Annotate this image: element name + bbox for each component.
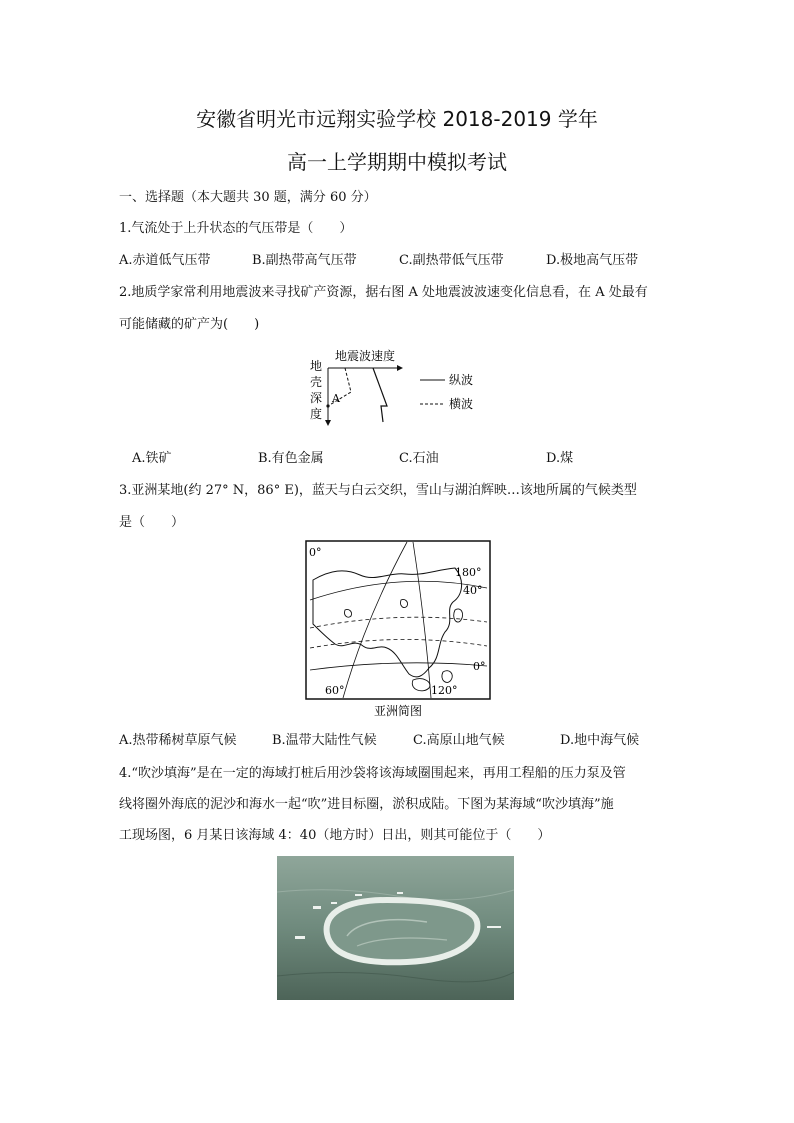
seismic-axis-char-3: 深 (310, 391, 323, 405)
point-a-label: A (332, 392, 340, 405)
p-wave-curve (373, 368, 387, 422)
map-frame (306, 541, 490, 699)
question-3-stem-line-2: 是（ ） (119, 515, 185, 530)
point-a-marker (326, 404, 329, 407)
seismic-axis-char-1: 地 (310, 359, 323, 373)
question-2-option-a: A.铁矿 (132, 451, 172, 466)
question-4-stem-line-2: 线将圈外海底的泥沙和海水一起“吹”进目标圈，淤积成陆。下图为某海域“吹沙填海”施 (119, 797, 614, 812)
page-subtitle: 高一上学期期中模拟考试 (287, 150, 507, 174)
map-label-0-right: 0° (473, 660, 486, 673)
x-axis-arrow (397, 365, 403, 371)
seismic-axis-char-2: 壳 (310, 375, 323, 389)
question-1-option-d: D.极地高气压带 (546, 253, 639, 268)
question-2-stem-line-1: 2.地质学家常利用地震波来寻找矿产资源，据右图 A 处地震波波速变化信息看，在 A 处最有 (119, 285, 648, 300)
question-1-option-c: C.副热带低气压带 (399, 253, 504, 268)
question-4-stem-line-1: 4.“吹沙填海”是在一定的海域打桩后用沙袋将该海域圈围起来，再用工程船的压力泵及管 (119, 766, 626, 781)
map-label-40: 40° (463, 584, 483, 597)
question-4-stem-line-3: 工现场图，6 月某日该海域 4：40（地方时）日出，则其可能位于（ ） (119, 828, 551, 843)
question-3-stem-line-1: 3.亚洲某地(约 27° N，86° E)，蓝天与白云交织，雪山与湖泊辉映…该地所属的气候类型 (119, 483, 637, 498)
question-3-option-c: C.高原山地气候 (413, 733, 505, 748)
seismic-axis-char-4: 度 (310, 407, 323, 421)
legend-s-wave-label: 横波 (449, 397, 474, 411)
legend-p-wave-label: 纵波 (449, 373, 474, 387)
question-2-option-d: D.煤 (546, 451, 574, 466)
y-axis-arrow (325, 420, 331, 426)
seismic-figure-title: 地震波速度 (335, 349, 396, 363)
boat-5 (295, 936, 305, 939)
page-title: 安徽省明光市远翔实验学校 2018-2019 学年 (196, 107, 598, 131)
question-1-option-b: B.副热带高气压带 (252, 253, 357, 268)
boat-1 (313, 906, 321, 909)
question-3-option-d: D.地中海气候 (560, 733, 640, 748)
reclamation-enclosure (327, 900, 478, 962)
question-2-option-b: B.有色金属 (258, 451, 324, 466)
reclamation-photo (277, 856, 514, 1000)
question-3-option-a: A.热带稀树草原气候 (119, 733, 237, 748)
map-label-0-top: 0° (309, 546, 322, 559)
section-heading: 一、选择题（本大题共 30 题，满分 60 分） (119, 190, 377, 205)
asia-map-figure (305, 540, 491, 720)
map-label-120: 120° (431, 684, 458, 697)
seismic-wave-figure (305, 342, 495, 432)
boat-2 (331, 902, 337, 904)
boat-4 (397, 892, 403, 894)
map-label-180: 180° (455, 566, 482, 579)
question-3-option-b: B.温带大陆性气候 (272, 733, 377, 748)
map-label-60: 60° (325, 684, 345, 697)
question-1-stem: 1.气流处于上升状态的气压带是（ ） (119, 221, 353, 236)
question-2-option-c: C.石油 (399, 451, 439, 466)
boat-3 (355, 894, 362, 896)
question-2-stem-line-2: 可能储藏的矿产为( ) (119, 317, 260, 332)
pipeline-segment (487, 926, 501, 928)
question-1-option-a: A.赤道低气压带 (119, 253, 211, 268)
map-caption: 亚洲简图 (373, 704, 423, 718)
